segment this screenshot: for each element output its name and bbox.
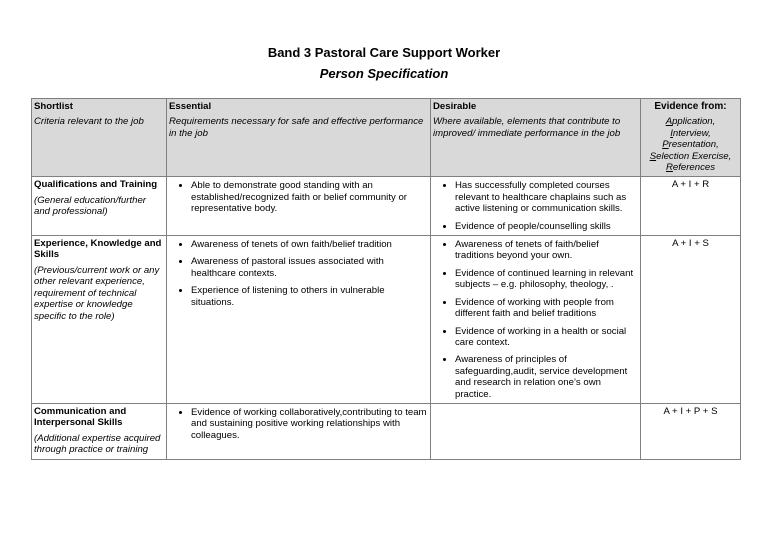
row-label: Communication and Interpersonal Skills [34, 405, 127, 429]
document-title: Band 3 Pastoral Care Support Worker [267, 45, 501, 60]
evidence-key: Interview, [670, 127, 711, 139]
list-item: • Able to demonstrate good standing with an established/recognized faith or belief community or representative body. [191, 180, 428, 214]
row-evidence: A + I + R [641, 177, 741, 236]
list-item: • Awareness of tenets of own faith/belief tradition [191, 239, 428, 250]
row-essential [167, 177, 431, 236]
list-item: • Has successfully completed courses relevant to healthcare chaplains such as active listening or communication skills. [455, 180, 638, 214]
row-label: Qualifications and Training [34, 179, 158, 191]
row-criteria [32, 177, 167, 236]
row-desirable [431, 403, 641, 459]
row-essential [167, 403, 431, 459]
table-row [32, 403, 741, 459]
header-evidence-label: Evidence from: [654, 101, 727, 112]
row-criteria [32, 403, 167, 459]
row-evidence: A + I + P + S [641, 403, 741, 459]
row-note: (General education/further and professional) [34, 194, 146, 218]
list-item: • Evidence of continued learning in relevant subjects – e.g. philosophy, theology, . [455, 268, 638, 291]
header-shortlist-label: Shortlist [34, 101, 73, 112]
header-essential-desc: Requirements necessary for safe and effective performance in the job [169, 116, 424, 139]
row-essential [167, 236, 431, 404]
evidence-key: Selection Exercise, [649, 150, 732, 162]
list-item: • Evidence of people/counselling skills [455, 221, 638, 232]
header-desirable-desc: Where available, elements that contribute to improved/ immediate performance in the job [433, 116, 621, 139]
list-item: • Evidence of working with people from different faith and belief traditions [455, 297, 638, 320]
list-item: • Awareness of tenets of faith/belief traditions beyond your own. [455, 239, 638, 262]
table-header-row [32, 99, 741, 177]
table-row [32, 177, 741, 236]
evidence-key: Presentation, [662, 139, 719, 151]
list-item: • Awareness of pastoral issues associated with healthcare contexts. [191, 256, 428, 279]
row-desirable [431, 177, 641, 236]
header-essential-label: Essential [169, 101, 212, 112]
header-shortlist [32, 99, 167, 177]
header-evidence-items [643, 116, 738, 173]
header-desirable-label: Desirable [433, 101, 477, 112]
header-desirable [431, 99, 641, 177]
row-criteria [32, 236, 167, 404]
list-item: • Experience of listening to others in vulnerable situations. [191, 285, 428, 308]
list-item: • Awareness of principles of safeguarding,audit, service development and research in relation one’s own practice. [455, 354, 638, 400]
row-desirable [431, 236, 641, 404]
row-note: (Previous/current work or any other relevant experience, requirement of technical expertise or knowledge specific to the role) [34, 264, 160, 322]
row-label: Experience, Knowledge and Skills [34, 238, 162, 261]
list-item: • Evidence of working collaboratively,contributing to team and sustaining positive working relationships with colleagues. [191, 407, 428, 441]
table-row [32, 236, 741, 404]
row-note: (Additional expertise acquired through practice or training [34, 432, 161, 456]
row-evidence: A + I + S [641, 236, 741, 404]
header-evidence [641, 99, 741, 177]
list-item: • Evidence of working in a health or social care context. [455, 326, 638, 349]
evidence-key: References [665, 162, 716, 174]
evidence-key: Application, [665, 116, 716, 128]
document-subtitle: Person Specification [319, 66, 449, 81]
header-shortlist-desc: Criteria relevant to the job [34, 116, 144, 128]
header-essential [167, 99, 431, 177]
person-specification-table [31, 98, 741, 460]
